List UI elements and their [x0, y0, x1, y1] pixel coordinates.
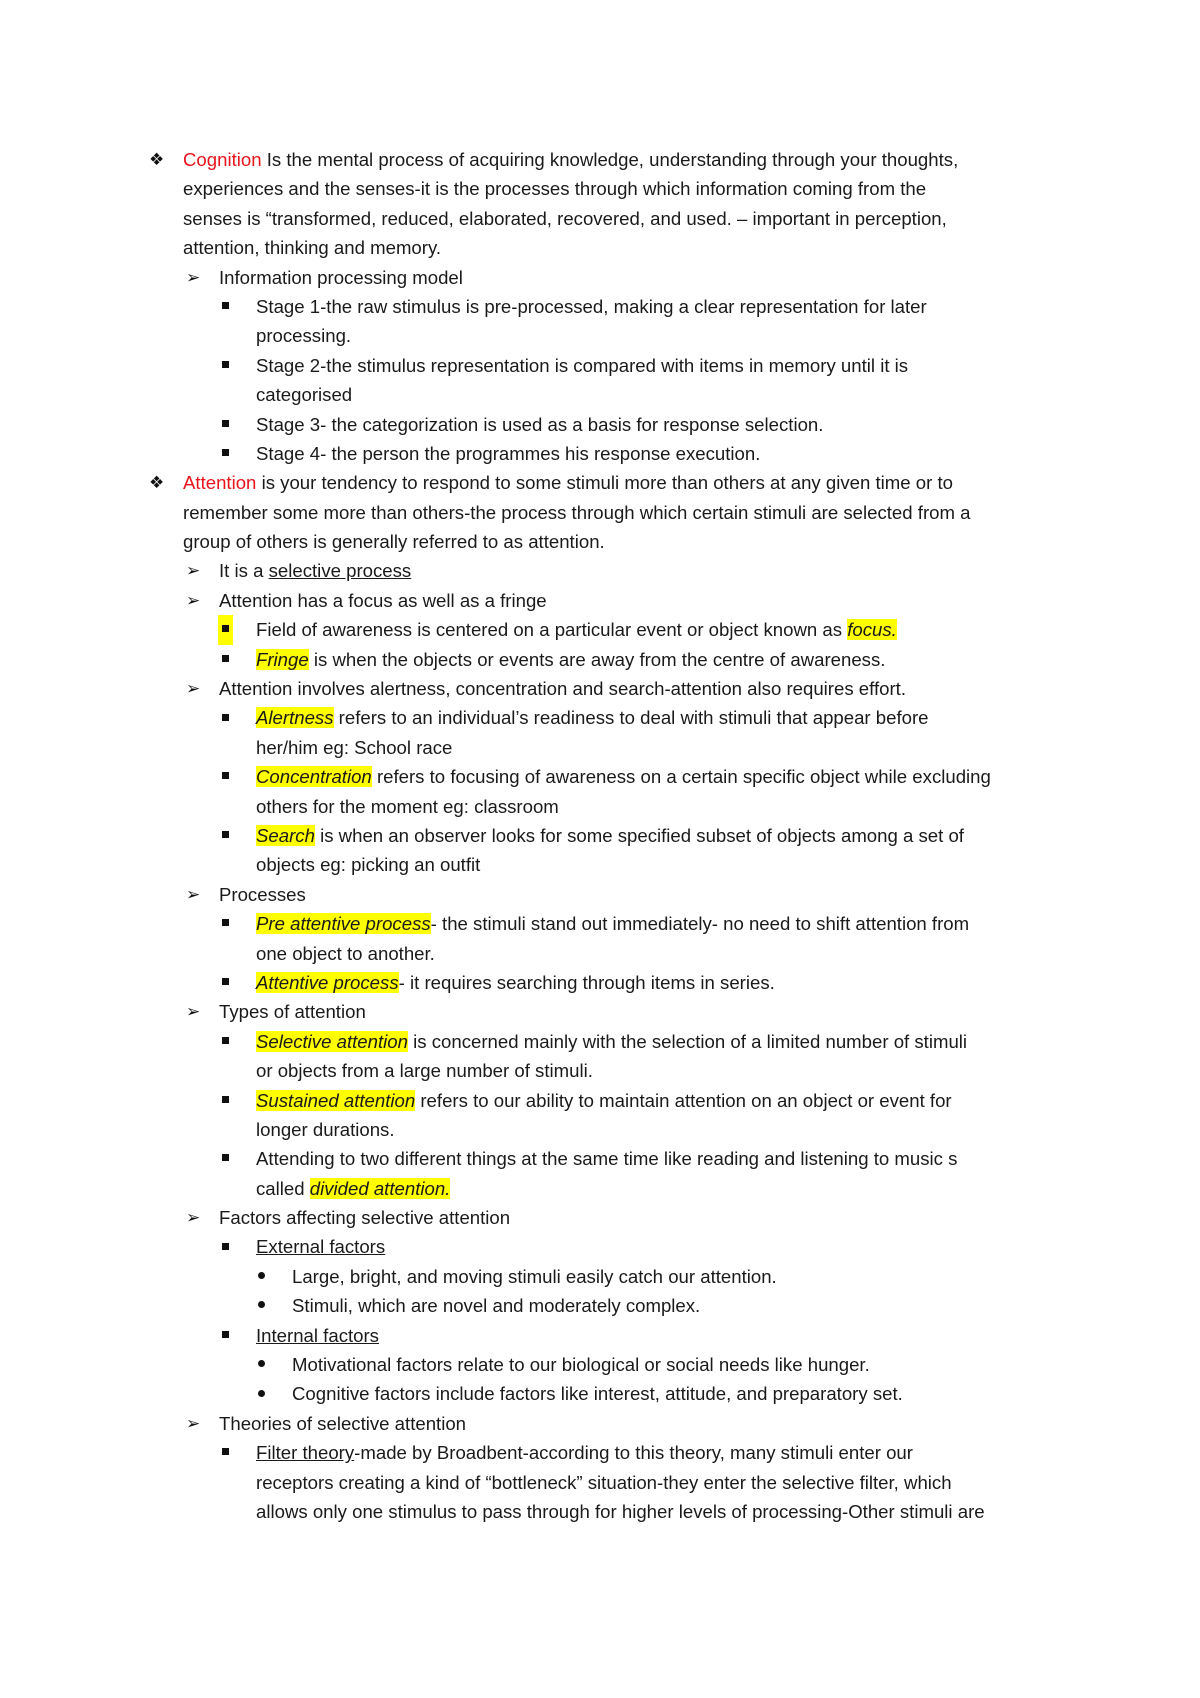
filter-theory-line: Filter theory-made by Broadbent-according to this theory, many stimuli enter our	[0, 1438, 1200, 1467]
cognition-term: Cognition	[183, 149, 262, 170]
diamond-bullet-icon: ❖	[149, 473, 165, 493]
square-bullet-icon	[222, 831, 229, 838]
square-bullet-icon	[222, 655, 229, 662]
arrow-bullet-icon: ➢	[186, 1413, 201, 1433]
dot-bullet-icon	[258, 1360, 265, 1367]
square-bullet-icon	[222, 1154, 229, 1161]
cognition-line-2: experiences and the senses-it is the processes through which information coming from the	[183, 178, 927, 200]
square-bullet-icon	[222, 625, 229, 632]
arrow-bullet-icon: ➢	[186, 267, 201, 287]
stage-4: Stage 4- the person the programmes his response execution.	[0, 439, 1200, 468]
attentive-line: Attentive process- it requires searching through items in series.	[0, 968, 1200, 997]
square-bullet-icon	[222, 1243, 229, 1250]
attention-term: Attention	[183, 472, 257, 494]
stage-2: Stage 2-the stimulus representation is compared with items in memory until it is	[0, 351, 1200, 380]
focus-fringe-item: ➢ Attention has a focus as well as a fringe	[0, 586, 1200, 615]
stage-1: Stage 1-the raw stimulus is pre-processed, making a clear representation for later	[0, 292, 1200, 321]
square-bullet-icon	[222, 978, 229, 985]
divided-attention-line: Attending to two different things at the same time like reading and listening to music s	[0, 1144, 1200, 1173]
arrow-bullet-icon: ➢	[186, 679, 201, 699]
notes-body: ❖ Cognition Is the mental process of acquiring knowledge, understanding through your thoughts, experiences and the senses-it is the processes through which information coming from the senses is “transformed, reduced, elaborated, recovered, and used. – important in perception, attention, thinking and memory. ➢ Information processing model Stage 1-the raw stimulus is pre-processed, making a clear representation for later processing. Stage 2-the stimulus representation is compared with items in memory until it is categorised Stage 3- the categorization is used as a basis for response selection. Stage 4- the person the programmes his response execution. ❖ Attention is your tendency to respond to some stimuli more than others at any given time or to remember some more than others-the process through which certain stimuli are selected from a group of others is generally referred to as attention. ➢ It is a selective process ➢ Attention has a focus as well as a fringe Field of awareness is centered on a particular event or object known as focus. Fringe is when the objects or events are away from the centre of awareness. ➢ Attention involves alertness, concentration and search-attention also requires effort. Alertness refers to an individual’s readiness to deal with stimuli that appear before her/him eg: School race Concentration refers to focusing of awareness on a certain specific object while excluding others for the moment eg: classroom Search is when an observer looks for some specified subset of objects among a set of objects eg: picking an outfit ➢ Processes Pre attentive process- the stimuli stand out immediately- no need to shift attention from one object to another. Attentive process- it requires searching through items in series. ➢ Types of attention Selective attention is concerned mainly with the selection of a limited number of stimuli or objects from a large number of stimuli. Sustained attention refers to our ability to maintain attention on an object or event for longer durations. Attending to two different things at the same time like reading and listening to music s called divided attention. ➢ Factors affecting selective attention External factors Large, bright, and moving stimuli easily catch our attention. Stimuli, which are novel and moderately complex. Internal factors Motivational factors relate to our biological or social needs like hunger. Cognitive factors include factors like interest, attitude, and preparatory set. ➢ Theories of selective attention Filter theory-made by Broadbent-according to this theory, many stimuli enter our receptors creating a kind of “bottleneck” situation-they enter the selective filter, which allows only one stimulus to pass through for higher levels of processing-Other stimuli are	[0, 145, 1200, 1526]
square-bullet-icon	[222, 302, 229, 309]
selective-process-item: ➢ It is a selective process	[0, 556, 1200, 585]
dot-bullet-icon	[258, 1390, 265, 1397]
square-bullet-icon	[222, 361, 229, 368]
square-bullet-icon	[222, 714, 229, 721]
stage-3: Stage 3- the categorization is used as a basis for response selection.	[0, 410, 1200, 439]
alertness-line: Alertness refers to an individual’s readiness to deal with stimuli that appear before	[0, 703, 1200, 732]
theories-item: ➢ Theories of selective attention	[0, 1409, 1200, 1438]
square-bullet-icon	[222, 1096, 229, 1103]
factors-item: ➢ Factors affecting selective attention	[0, 1203, 1200, 1232]
dot-bullet-icon	[258, 1301, 265, 1308]
types-item: ➢ Types of attention	[0, 997, 1200, 1026]
arrow-bullet-icon: ➢	[186, 1208, 201, 1228]
involves-item: ➢ Attention involves alertness, concentration and search-attention also requires effort.	[0, 674, 1200, 703]
square-bullet-icon	[222, 919, 229, 926]
square-bullet-icon	[222, 1331, 229, 1338]
sustained-attention-line: Sustained attention refers to our ability to maintain attention on an object or event for	[0, 1086, 1200, 1115]
square-bullet-icon	[222, 1448, 229, 1455]
arrow-bullet-icon: ➢	[186, 590, 201, 610]
arrow-bullet-icon: ➢	[186, 1002, 201, 1022]
square-bullet-icon	[222, 449, 229, 456]
concentration-line: Concentration refers to focusing of awareness on a certain specific object while excluding	[0, 762, 1200, 791]
pre-attentive-line: Pre attentive process- the stimuli stand out immediately- no need to shift attention from	[0, 909, 1200, 938]
fringe-line: Fringe is when the objects or events are away from the centre of awareness.	[0, 645, 1200, 674]
selective-attention-line: Selective attention is concerned mainly with the selection of a limited number of stimuli	[0, 1027, 1200, 1056]
arrow-bullet-icon: ➢	[186, 561, 201, 581]
square-bullet-icon	[222, 772, 229, 779]
search-line: Search is when an observer looks for some specified subset of objects among a set of	[0, 821, 1200, 850]
square-bullet-icon	[222, 1037, 229, 1044]
focus-line: Field of awareness is centered on a particular event or object known as focus.	[0, 615, 1200, 644]
cognition-line-1: ❖ Cognition Is the mental process of acquiring knowledge, understanding through your thoughts,	[0, 145, 1200, 174]
cognition-line-3: senses is “transformed, reduced, elaborated, recovered, and used. – important in perception,	[183, 207, 947, 229]
internal-factors: Internal factors	[0, 1321, 1200, 1350]
ipm-title: ➢ Information processing model	[0, 263, 1200, 292]
external-factors: External factors	[0, 1232, 1200, 1261]
processes-item: ➢ Processes	[0, 880, 1200, 909]
square-bullet-icon	[222, 420, 229, 427]
dot-bullet-icon	[258, 1272, 265, 1279]
diamond-bullet-icon: ❖	[149, 150, 165, 169]
arrow-bullet-icon: ➢	[186, 884, 201, 904]
cognition-line-4: attention, thinking and memory.	[183, 237, 442, 259]
attention-line-1: ❖ Attention is your tendency to respond to some stimuli more than others at any given time or to	[0, 468, 1200, 497]
